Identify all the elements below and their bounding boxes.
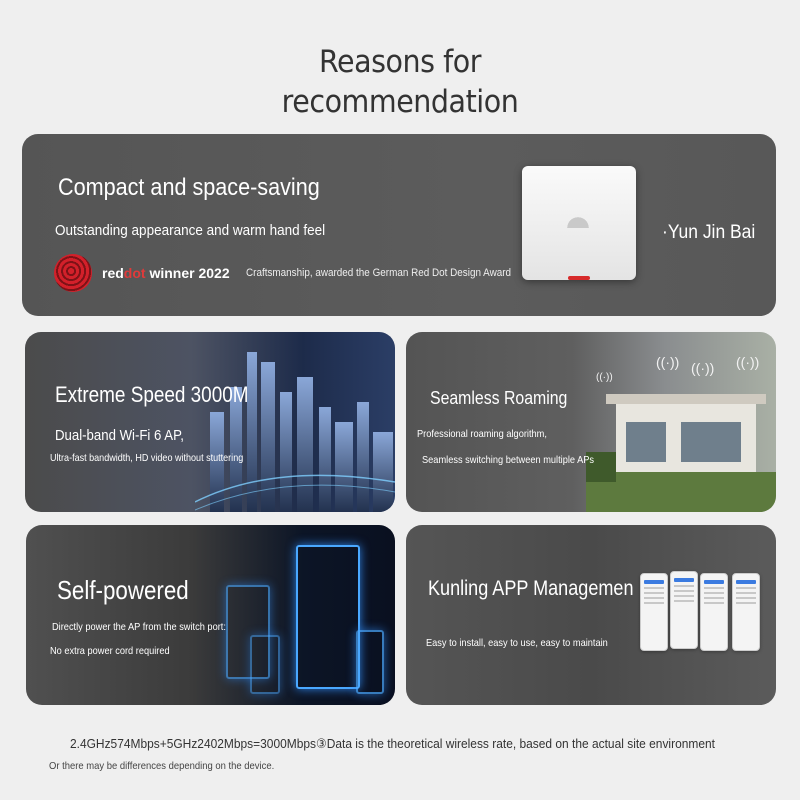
power-detail-2: No extra power cord required (50, 645, 170, 657)
red-dot-award-label (102, 265, 230, 281)
wifi-signal-icon: ((·)) (596, 372, 613, 383)
roaming-card (406, 332, 776, 512)
product-name: ·Yun Jin Bai (662, 222, 756, 243)
page-title-line2: recommendation (281, 84, 519, 120)
app-detail: Easy to install, easy to use, easy to maintain (426, 637, 608, 649)
speed-subtitle: Dual-band Wi-Fi 6 AP, (55, 427, 184, 444)
power-card (26, 525, 395, 705)
footnote-line2: Or there may be differences depending on the device. (49, 760, 275, 772)
power-title: Self-powered (57, 575, 189, 605)
roaming-detail-1: Professional roaming algorithm, (417, 428, 547, 440)
award-note: Craftsmanship, awarded the German Red Dot Design Award (246, 267, 512, 279)
phone-screen-icon (732, 573, 760, 651)
device-led-icon (568, 276, 590, 280)
roaming-detail-2: Seamless switching between multiple APs (422, 454, 595, 466)
page-title (32, 42, 768, 122)
battery-icon (356, 630, 384, 694)
wifi-signal-icon: ((·)) (691, 360, 715, 376)
phone-screen-icon (670, 571, 698, 649)
speed-title: Extreme Speed 3000M (55, 382, 249, 407)
speed-card (25, 332, 395, 512)
phone-screen-icon (700, 573, 728, 651)
award-red-text: red (102, 265, 124, 281)
device-logo-icon (567, 212, 589, 228)
compact-title: Compact and space-saving (58, 174, 320, 201)
power-detail-1: Directly power the AP from the switch port: (52, 621, 226, 633)
ap-device-image (522, 166, 636, 280)
app-card (406, 525, 776, 705)
speed-detail: Ultra-fast bandwidth, HD video without stuttering (50, 452, 244, 464)
battery-icon (296, 545, 360, 689)
footnote-line1: 2.4GHz574Mbps+5GHz2402Mbps=3000Mbps③Data is the theoretical wireless rate, based on the actual site environment (70, 736, 715, 751)
phone-screen-icon (640, 573, 668, 651)
city-skyline-image (195, 332, 395, 512)
wifi-signal-icon: ((·)) (736, 354, 760, 370)
compact-card (22, 134, 776, 316)
battery-icon (250, 635, 280, 694)
page-title-line1: Reasons for (318, 44, 482, 80)
roaming-title: Seamless Roaming (430, 388, 568, 408)
app-title: Kunling APP Managemen (428, 577, 634, 600)
award-dot-text: dot (123, 265, 146, 281)
red-dot-logo-icon (54, 254, 92, 292)
award-winner-text: winner 2022 (145, 265, 230, 281)
wifi-signal-icon: ((·)) (656, 354, 680, 370)
compact-subtitle: Outstanding appearance and warm hand feel (55, 222, 326, 239)
